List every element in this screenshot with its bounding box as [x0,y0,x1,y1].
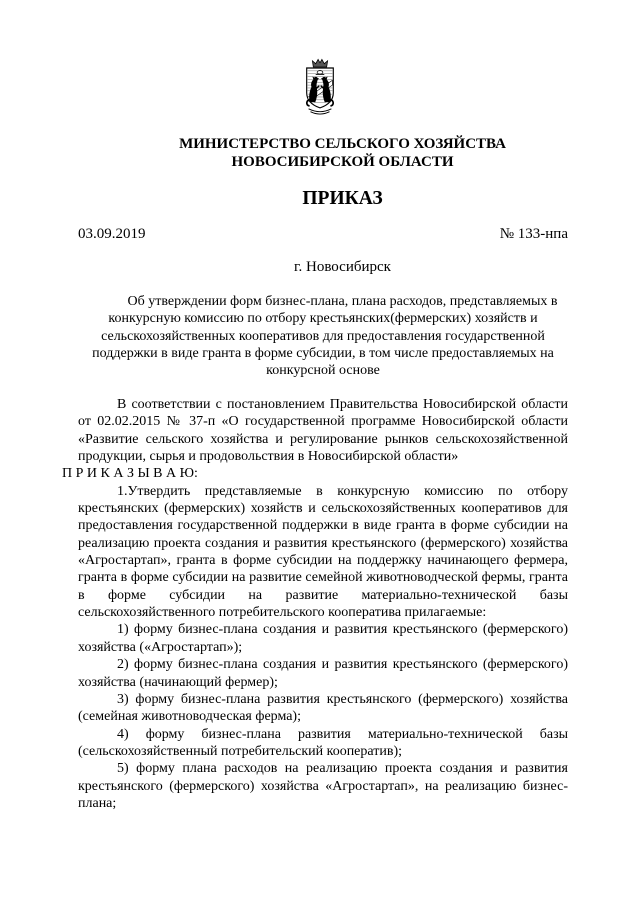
subject-line: конкурсной основе [266,363,380,379]
text-line: (сельскохозяйственный потребительский кооператив); [78,743,403,759]
text-line: 2) форму бизнес-плана создания и развития крестьянского (фермерского) [117,657,568,673]
coat-of-arms-icon [301,57,339,117]
subject-line: поддержки в виде гранта в форме субсидии, в том числе предоставляемых на [92,345,554,361]
text-line: «Развитие сельского хозяйства и регулирование рынков сельскохозяйственной [78,431,568,447]
order-subject [78,293,568,379]
preamble-paragraph [78,396,568,465]
form-item-4 [78,726,568,761]
subject-line: конкурсную комиссию по отбору крестьянских(фермерских) хозяйств и [108,311,538,327]
order-date: 03.09.2019 [78,226,146,242]
base-ribbon [309,109,332,114]
form-item-2 [78,656,568,691]
text-line: 5) форму плана расходов на реализацию проекта создания и развития [117,761,568,777]
text-line: хозяйства (начинающий фермер); [78,674,278,690]
text-line: продукции, сырья и продовольствия в Новосибирской области» [78,449,459,465]
document-type-heading: ПРИКАЗ [302,188,383,209]
text-line: гранта в форме субсидии на развитие семейной животноводческой фермы, гранта [78,570,568,586]
text-line: 4) форму бизнес-плана развития материально-технической базы [117,726,568,742]
ministry-name-line-2: НОВОСИБИРСКОЙ ОБЛАСТИ [231,153,454,170]
order-number: № 133-нпа [499,226,568,242]
bread-loaf [317,71,323,74]
date-number-row [78,225,568,243]
text-line: 1) форму бизнес-плана создания и развития крестьянского (фермерского) [117,622,568,638]
ministry-name [78,136,568,171]
text-line: хозяйства («Агростартап»); [78,639,243,655]
item-1-paragraph [78,483,568,622]
text-line: в форме субсидии на развитие материально-технической базы [78,587,568,603]
form-item-5 [78,760,568,812]
text-line: (семейная животноводческая ферма); [78,709,301,725]
text-line: сельскохозяйственного потребительского кооператива прилагаемые: [78,605,487,621]
subject-line: Об утверждении форм бизнес-плана, плана расходов, представляемых в [127,294,558,309]
text-line: крестьянского (фермерского) хозяйства «Агростартап», на реализацию бизнес- [78,778,568,794]
order-body [62,396,568,812]
text-line: от 02.02.2015 № 37-п «О государственной программе Новосибирской области [78,414,568,430]
subject-line: сельскохозяйственных кооперативов для предоставления государственной [101,328,545,344]
crown-shape [312,59,327,67]
text-line: крестьянских (фермерских) хозяйств и сельскохозяйственных кооперативов для [78,501,568,517]
order-word: П Р И К А З Ы В А Ю: [62,466,198,482]
form-item-1 [78,621,568,656]
text-line: 3) форму бизнес-плана развития крестьянского (фермерского) хозяйства [117,691,568,707]
text-line: плана; [78,795,117,811]
text-line: 1.Утвердить представляемые в конкурсную комиссию по отбору [117,483,568,499]
text-line: предоставления государственной поддержки в виде гранта в форме субсидии на [78,518,568,534]
text-line: «Агростартап», гранта в форме субсидии на поддержку начинающего фермера, [78,553,568,569]
ministry-name-line-1: МИНИСТЕРСТВО СЕЛЬСКОГО ХОЗЯЙСТВА [179,136,506,152]
text-line: реализацию проекта создания и развития крестьянского (фермерского) хозяйства [78,535,568,551]
form-item-3 [78,691,568,726]
city-name: г. Новосибирск [294,259,391,275]
text-line: В соответствии с постановлением Правительства Новосибирской области [117,397,568,412]
